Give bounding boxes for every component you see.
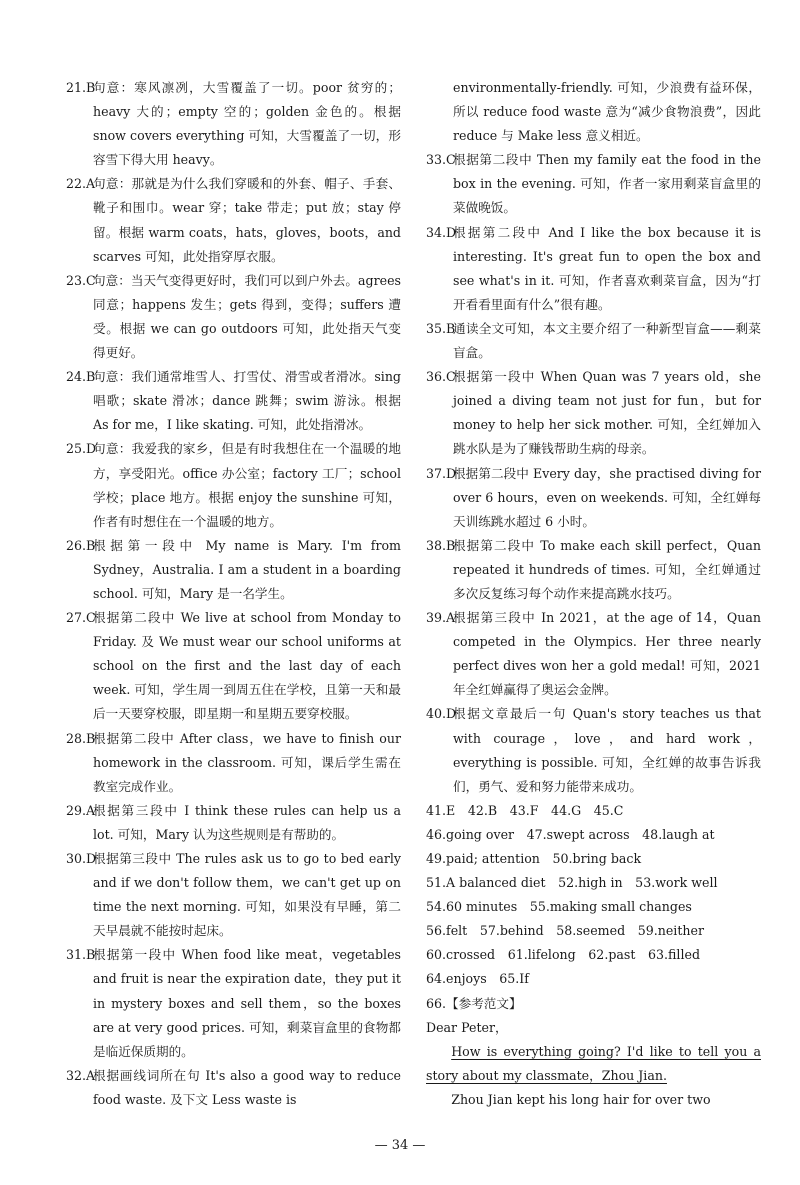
entry-number: 31.B [66, 947, 96, 963]
entry-explanation: 句意：当天气变得更好时，我们可以到户外去。agrees 同意；happens 发生；gets 得到，变得；suffers 遭受。根据 we can go outdoors 可知，此处指天气变得更好。 [93, 272, 401, 361]
left-column [66, 76, 401, 1112]
right-column [426, 76, 761, 1112]
answer-entry-32-continued [426, 76, 761, 148]
entry-explanation: 根据第二段中 To make each skill perfect，Quan repeated it hundreds of times. 可知，全红婵通过多次反复练习每个动作来提高跳水技巧。 [453, 537, 761, 601]
entry-explanation: 根据第二段中 We live at school from Monday to Friday. 及 We must wear our school uniforms at school on the first and the last day of each week. 可知，学生周一到周五住在学校，且第一天和最后一天要穿校服，即星期一和星期五要穿校服。 [93, 610, 401, 722]
entry-explanation: 根据第二段中 Every day，she practised diving for over 6 hours，even on weekends. 可知，全红婵每天训练跳水超过 6 小时。 [453, 465, 761, 529]
entry-number: 35.B [426, 320, 456, 336]
answer-entry-22 [66, 172, 401, 268]
entry-number: 24.B [66, 369, 96, 385]
entry-explanation: environmentally-friendly. 可知，少浪费有益环保，所以 reduce food waste 意为“减少食物浪费”，因此 reduce 与 Make less 意义相近。 [453, 80, 761, 144]
entry-number: 25.D [66, 441, 97, 457]
entry-number: 29.A [66, 802, 96, 818]
answer-line-64-65: 64.enjoys 65.If [426, 971, 529, 987]
entry-explanation: 根据文章最后一句 Quan's story teaches us that with courage，love，and hard work，everything is possible. 可知，全红婵的故事告诉我们，勇气、爱和努力能带来成功。 [453, 706, 761, 794]
entry-number: 37.D [426, 465, 457, 481]
entry-explanation: 根据第一段中 My name is Mary. I'm from Sydney，Australia. I am a student in a boarding school. 可知，Mary 是一名学生。 [93, 537, 401, 601]
entry-number: 27.C [66, 610, 96, 626]
answer-line-46-48: 46.going over 47.swept across 48.laugh at [426, 826, 715, 842]
entry-number: 36.C [426, 369, 456, 385]
entry-explanation: 句意：我爱我的家乡，但是有时我想住在一个温暖的地方，享受阳光。office 办公室；factory 工厂；school 学校；place 地方。根据 enjoy the sunshine 可知，作者有时想住在一个温暖的地方。 [93, 441, 401, 529]
entry-number: 21.B [66, 80, 96, 95]
essay-salutation: Dear Peter， [426, 1019, 508, 1035]
answer-entry-30 [66, 847, 401, 943]
answer-entry-27 [66, 606, 401, 726]
entry-number: 26.B [66, 537, 96, 553]
answer-entry-40 [426, 702, 761, 798]
entry-number: 39.A [426, 610, 456, 626]
entry-explanation: 句意：那就是为什么我们穿暖和的外套、帽子、手套、靴子和围巾。wear 穿；take 带走；put 放；stay 停留。根据 warm coats，hats，gloves，boots，and scarves 可知，此处指穿厚衣服。 [93, 176, 401, 264]
entry-number: 32.A [66, 1067, 96, 1083]
answer-entry-33 [426, 148, 761, 220]
answer-line-49-50: 49.paid; attention 50.bring back [426, 851, 642, 866]
answer-line-51-53: 51.A balanced diet 52.high in 53.work well [426, 875, 718, 891]
entry-explanation: 句意：寒风凛冽，大雪覆盖了一切。poor 贫穷的；heavy 大的；empty 空的；golden 金色的。根据 snow covers everything 可知，大雪覆盖了一切，形容雪下得大用 heavy。 [93, 80, 401, 168]
essay-underlined-text: How is everything going? I'd like to tell you a story about my classmate，Zhou Jian. [426, 1043, 761, 1083]
answer-line-54-55: 54.60 minutes 55.making small changes [426, 899, 692, 915]
answer-entry-23 [66, 269, 401, 365]
entry-explanation: 根据画线词所在句 It's also a good way to reduce food waste. 及下文 Less waste is [93, 1067, 401, 1107]
answer-entry-25 [66, 437, 401, 533]
answer-entry-29 [66, 799, 401, 847]
essay-heading: 66.【参考范文】 [426, 995, 522, 1011]
page-number: — 34 — [374, 1138, 426, 1153]
answer-line-56-59: 56.felt 57.behind 58.seemed 59.neither [426, 923, 704, 939]
answer-entry-37 [426, 462, 761, 534]
entry-explanation: 根据第三段中 I think these rules can help us a lot. 可知，Mary 认为这些规则是有帮助的。 [93, 802, 401, 842]
entry-number: 34.D [426, 224, 457, 240]
answer-line-60-63: 60.crossed 61.lifelong 62.past 63.filled [426, 947, 701, 963]
entry-explanation: 根据第三段中 The rules ask us to go to bed early and if we don't follow them，we can't get up on time the next morning. 可知，如果没有早睡，第二天早晨就不能按时起床。 [93, 851, 401, 939]
entry-explanation: 根据第三段中 In 2021，at the age of 14，Quan competed in the Olympics. Her three nearly perfect dives won her a gold medal! 可知，2021 年全红婵赢得了奥运会金牌。 [453, 610, 761, 698]
answer-entry-38 [426, 534, 761, 606]
entry-number: 38.B [426, 537, 456, 553]
answer-line-41-45: 41.E 42.B 43.F 44.G 45.C [426, 802, 624, 818]
answer-entry-35 [426, 317, 761, 365]
entry-number: 23.C [66, 272, 96, 288]
answer-entry-36 [426, 365, 761, 461]
answer-entry-32 [66, 1064, 401, 1112]
essay-paragraph-2: Zhou Jian kept his long hair for over two [451, 1091, 711, 1107]
answer-entry-24 [66, 365, 401, 437]
answer-entry-21 [66, 76, 401, 172]
entry-explanation: 根据第二段中 After class，we have to finish our homework in the classroom. 可知，课后学生需在教室完成作业。 [93, 730, 401, 794]
answer-entry-26 [66, 534, 401, 606]
entry-number: 33.C [426, 152, 456, 168]
entry-explanation: 根据第二段中 Then my family eat the food in the box in the evening. 可知，作者一家用剩菜盲盒里的菜做晚饭。 [453, 152, 761, 216]
entry-number: 30.D [66, 851, 97, 866]
entry-number: 22.A [66, 176, 96, 192]
entry-explanation: 根据第二段中 And I like the box because it is interesting. It's great fun to open the box and see what's in it. 可知，作者喜欢剩菜盲盒，因为“打开看看里面有什么”很有趣。 [453, 224, 761, 312]
entry-number: 28.B [66, 730, 96, 746]
answer-entry-39 [426, 606, 761, 702]
entry-explanation: 根据第一段中 When food like meat，vegetables and fruit is near the expiration date，they put it in mystery boxes and sell them，so the boxes are at very good prices. 可知，剩菜盲盒里的食物都是临近保质期的。 [93, 947, 401, 1059]
entry-explanation: 根据第一段中 When Quan was 7 years old，she joined a diving team not just for fun，but for money to help her sick mother. 可知，全红婵加入跳水队是为了赚钱帮助生病的母亲。 [453, 369, 761, 457]
entry-number: 40.D [426, 706, 457, 722]
answer-entry-28 [66, 727, 401, 799]
entry-explanation: 通读全文可知，本文主要介绍了一种新型盲盒——剩菜盲盒。 [453, 320, 761, 361]
entry-explanation: 句意：我们通常堆雪人、打雪仗、滑雪或者滑冰。sing 唱歌；skate 滑冰；dance 跳舞；swim 游泳。根据 As for me，I like skating. 可知，此处指滑冰。 [93, 369, 401, 433]
essay-paragraph-1 [426, 1040, 761, 1088]
answer-entry-31 [66, 943, 401, 1063]
answer-entry-34 [426, 221, 761, 317]
